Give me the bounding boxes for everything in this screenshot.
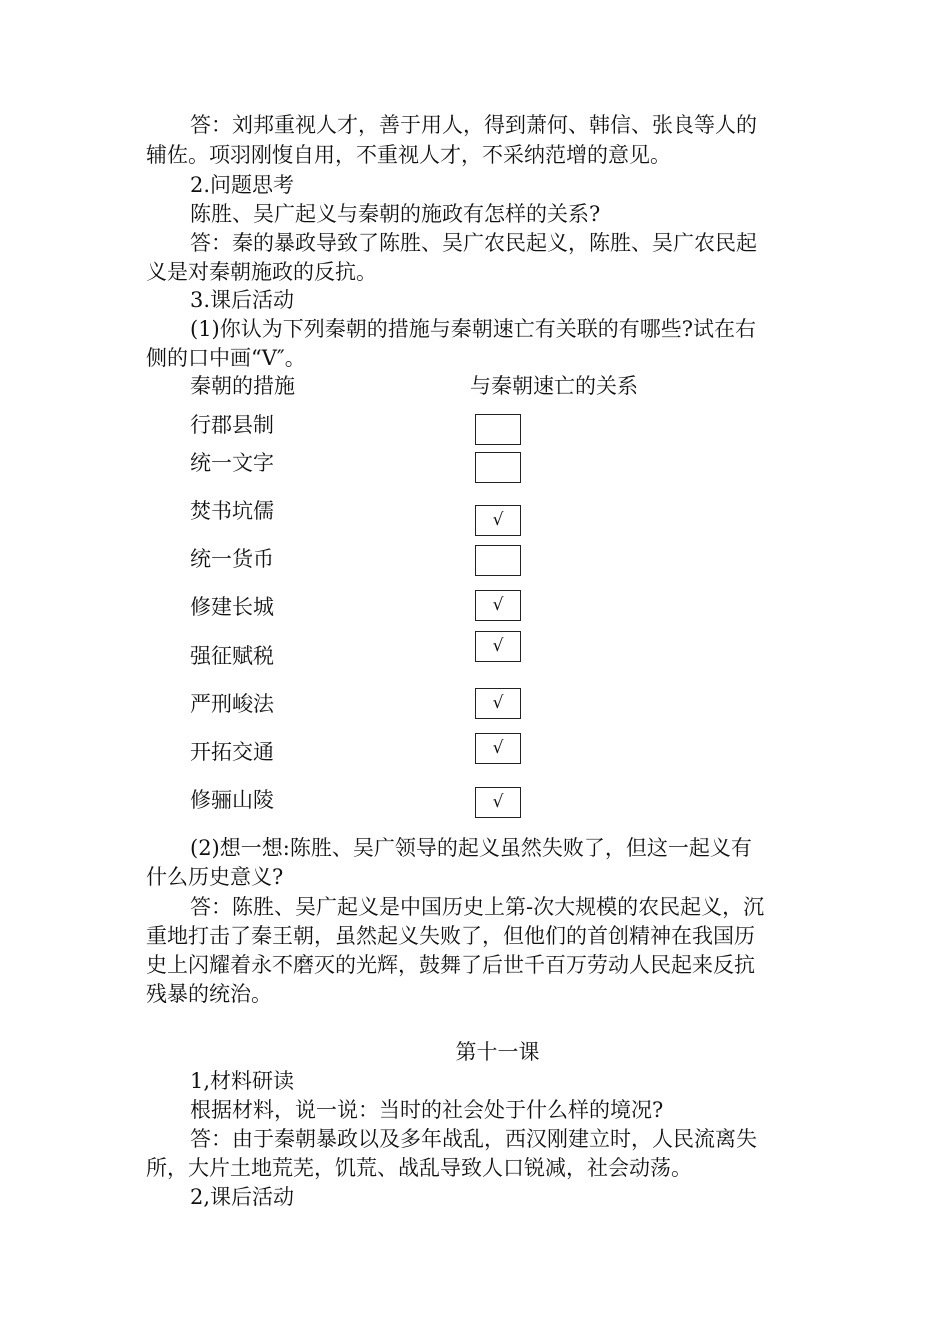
measure-row-9: 修骊山陵: [190, 788, 274, 812]
activity-2-line2: 什么历史意义?: [146, 865, 284, 889]
answer-social-line2: 所，大片土地荒芜，饥荒、战乱导致人口锐减，社会动荡。: [146, 1156, 692, 1180]
checkbox-row-4[interactable]: [475, 545, 521, 576]
measure-row-4: 统一货币: [190, 547, 274, 571]
section-material-reading: 1,材料研读: [190, 1069, 295, 1093]
answer-liu-bang-line1: 答：刘邦重视人才，善于用人，得到萧何、韩信、张良等人的: [190, 113, 757, 137]
measure-row-2: 统一文字: [190, 451, 274, 475]
checkbox-row-2[interactable]: [475, 452, 521, 483]
measure-row-1: 行郡县制: [190, 413, 274, 437]
activity-2-line1: (2)想一想:陈胜、吴广领导的起义虽然失败了，但这一起义有: [190, 836, 752, 860]
answer-significance-line1: 答：陈胜、吴广起义是中国历史上第-次大规模的农民起义，沉: [190, 895, 765, 919]
checkbox-row-6[interactable]: √: [475, 631, 521, 662]
checkbox-row-1[interactable]: [475, 414, 521, 445]
section-after-class-activity-2: 2,课后活动: [190, 1185, 295, 1209]
question-social-situation: 根据材料，说一说：当时的社会处于什么样的境况?: [190, 1098, 664, 1122]
measure-row-3: 焚书坑儒: [190, 499, 274, 523]
activity-1-line1: (1)你认为下列秦朝的措施与秦朝速亡有关联的有哪些?试在右: [190, 317, 757, 341]
measure-row-8: 开拓交通: [190, 740, 274, 764]
checkbox-row-8[interactable]: √: [475, 733, 521, 764]
answer-significance-line3: 史上闪耀着永不磨灭的光辉，鼓舞了后世千百万劳动人民起来反抗: [146, 953, 755, 977]
question-chen-sheng: 陈胜、吴广起义与秦朝的施政有怎样的关系?: [190, 202, 601, 226]
section-question-thinking: 2.问题思考: [190, 173, 295, 197]
answer-liu-bang-line2: 辅佐。项羽刚愎自用，不重视人才，不采纳范增的意见。: [146, 143, 671, 167]
measure-row-5: 修建长城: [190, 595, 274, 619]
measure-row-6: 强征赋税: [190, 644, 274, 668]
activity-1-line2: 侧的口中画“V″。: [146, 346, 306, 370]
table-header-measures: 秦朝的措施: [190, 374, 295, 398]
measure-row-7: 严刑峻法: [190, 692, 274, 716]
answer-chen-sheng-line1: 答：秦的暴政导致了陈胜、吴广农民起义，陈胜、吴广农民起: [190, 231, 757, 255]
answer-chen-sheng-line2: 义是对秦朝施政的反抗。: [146, 260, 377, 284]
checkbox-row-3[interactable]: √: [475, 505, 521, 536]
answer-significance-line4: 残暴的统治。: [146, 982, 272, 1006]
lesson-title: 第十一课: [455, 1040, 540, 1064]
checkbox-row-9[interactable]: √: [475, 787, 521, 818]
checkbox-row-5[interactable]: √: [475, 590, 521, 621]
answer-social-line1: 答：由于秦朝暴政以及多年战乱，西汉刚建立时，人民流离失: [190, 1127, 757, 1151]
section-after-class-activity: 3.课后活动: [190, 288, 295, 312]
answer-significance-line2: 重地打击了秦王朝，虽然起义失败了，但他们的首创精神在我国历: [146, 924, 755, 948]
table-header-relation: 与秦朝速亡的关系: [470, 374, 638, 398]
checkbox-row-7[interactable]: √: [475, 688, 521, 719]
